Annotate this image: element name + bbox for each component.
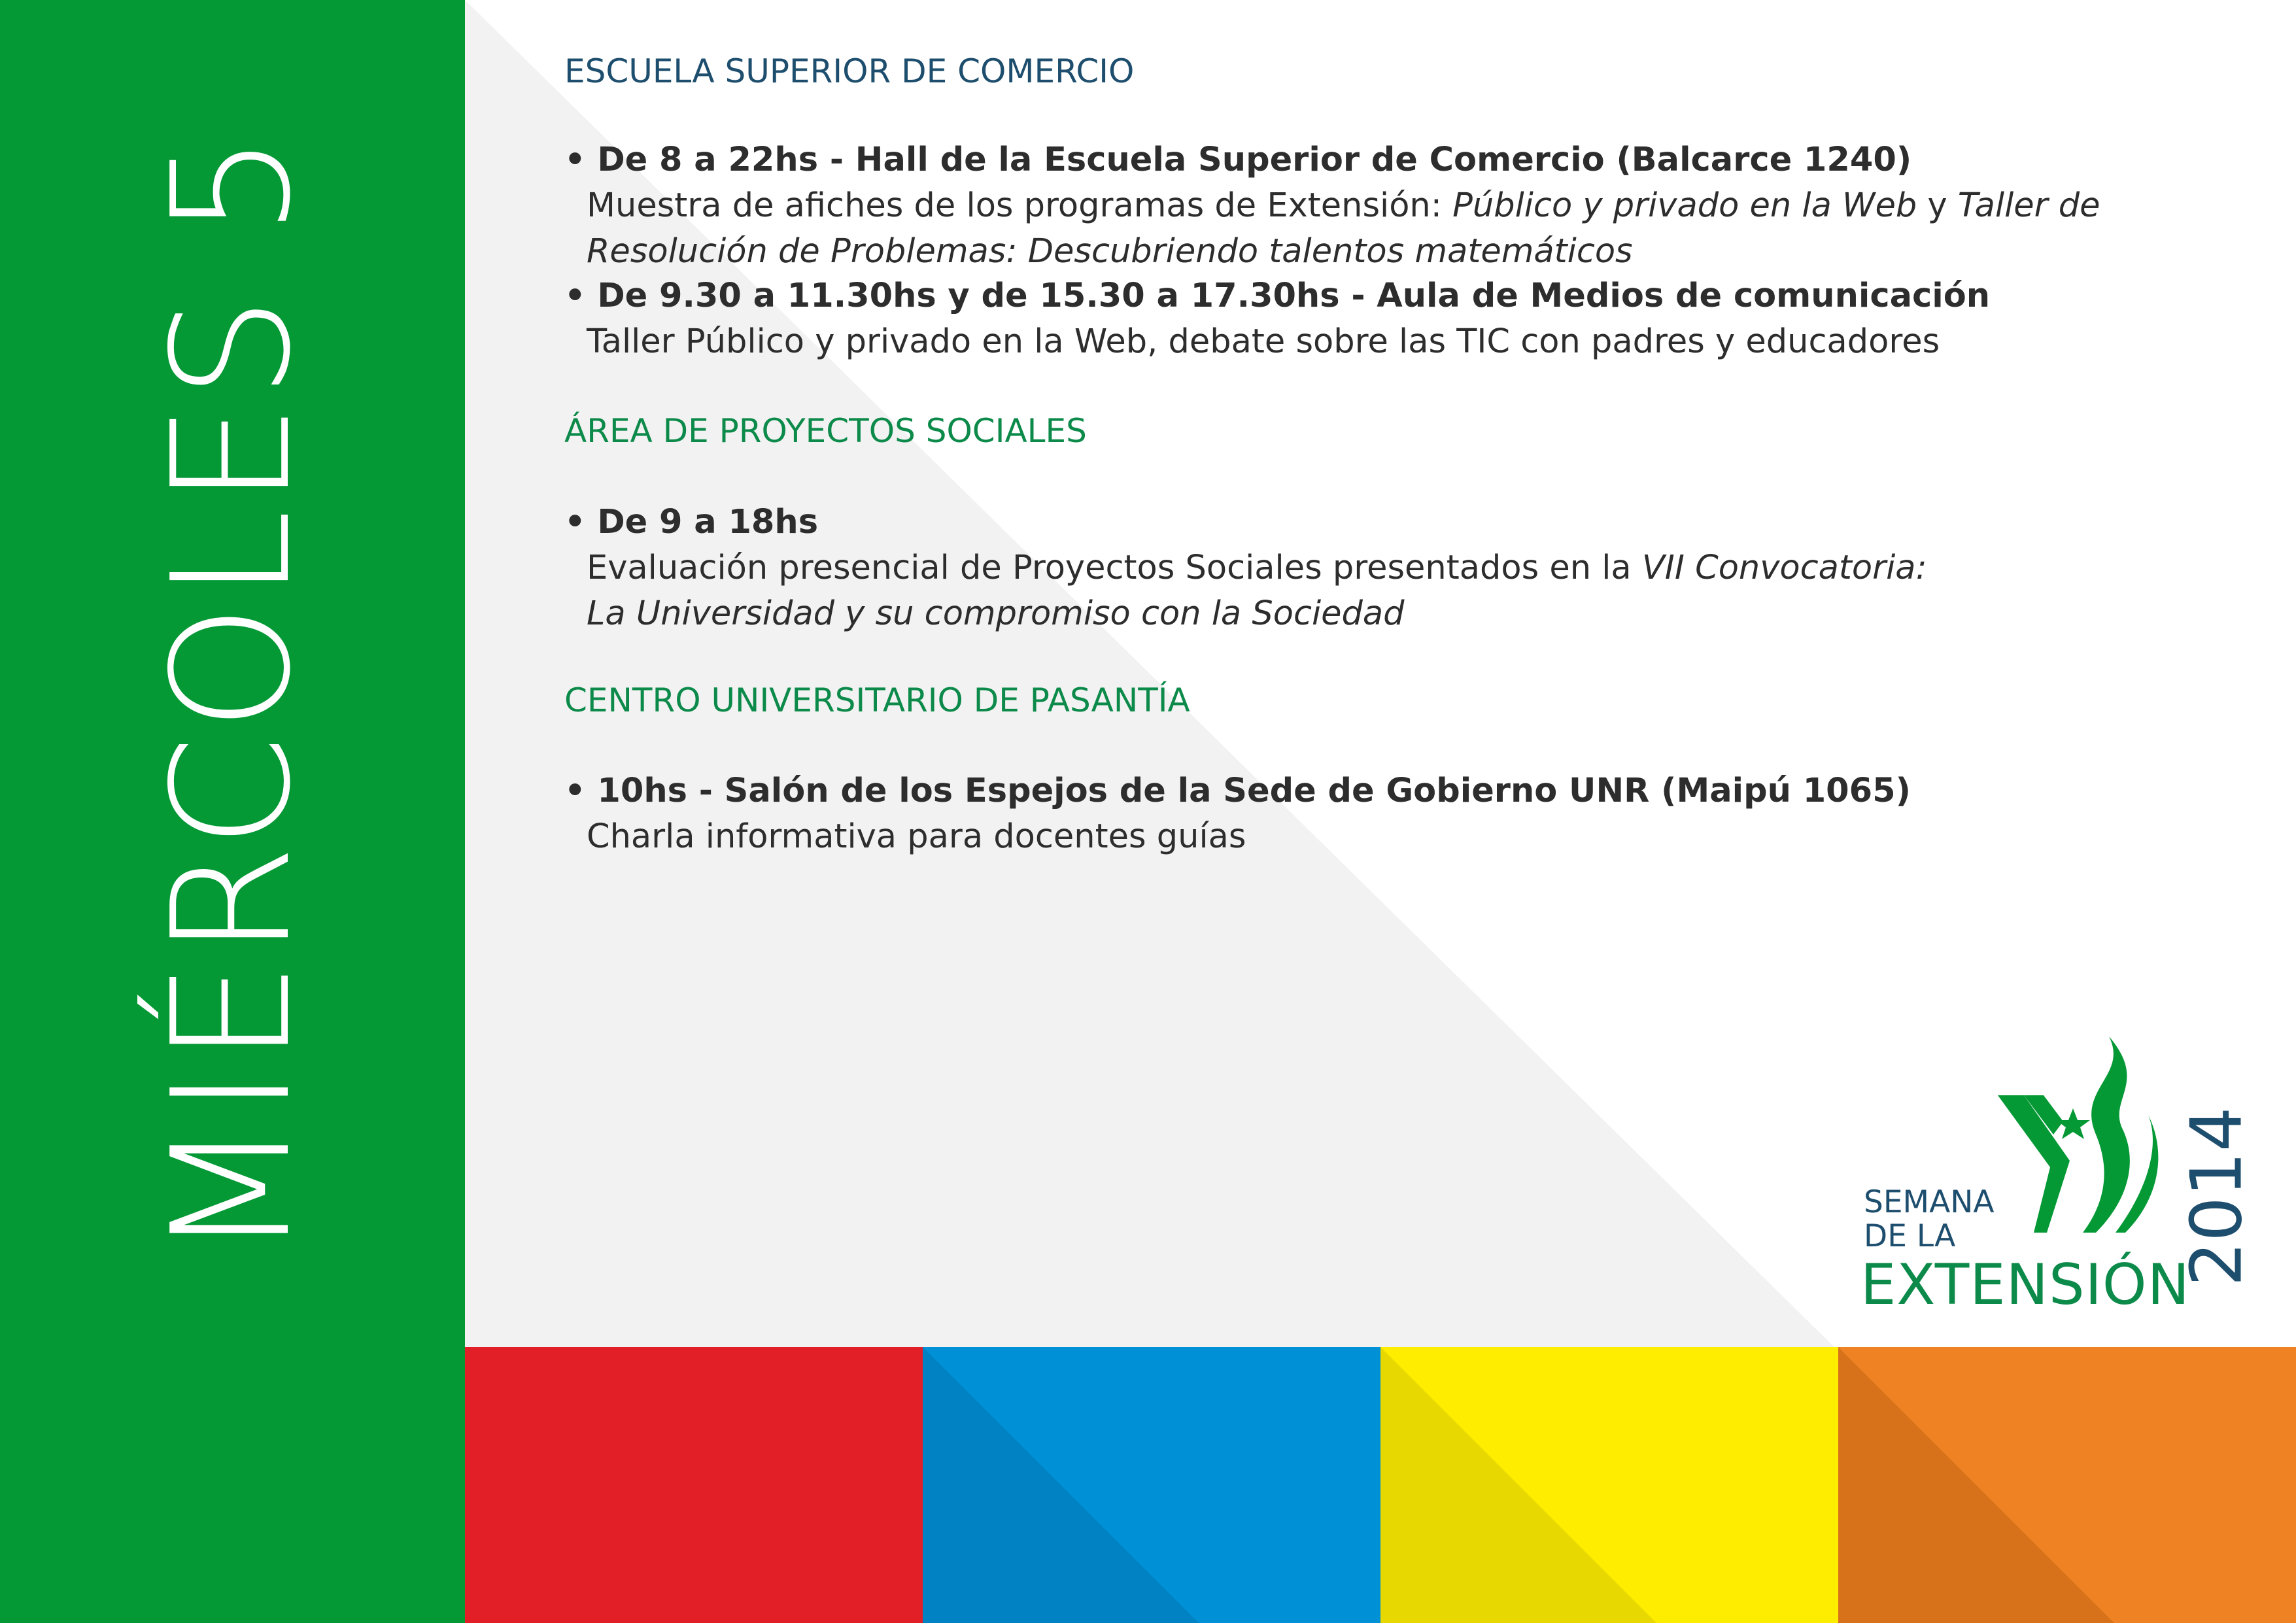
desc-italic: Público y privado en la Web xyxy=(1452,186,1917,225)
semana-extension-logo xyxy=(1860,1036,2266,1318)
logo-year: 2014 xyxy=(2176,1106,2258,1287)
color-block-yellow xyxy=(1380,1347,1838,1623)
logo-line-extension: EXTENSIÓN xyxy=(1860,1252,2190,1318)
desc-italic: Taller de xyxy=(1957,186,2100,225)
section-title-proyectos: ÁREA DE PROYECTOS SOCIALES xyxy=(564,412,1087,450)
desc-italic: VII Convocatoria: xyxy=(1641,549,1927,587)
color-block-blue xyxy=(923,1347,1380,1623)
desc-text: Muestra de afiches de los programas de Extensión: xyxy=(587,186,1453,225)
event-item xyxy=(564,500,2212,637)
section-title-escuela: ESCUELA SUPERIOR DE COMERCIO xyxy=(564,52,1135,90)
day-title: MIÉRCOLES 5 xyxy=(138,129,326,1259)
desc-text: y xyxy=(1917,186,1958,225)
event-description xyxy=(564,545,2212,591)
event-time-place: • De 9.30 a 11.30hs y de 15.30 a 17.30hs - Aula de Medios de comunicación xyxy=(564,277,1991,315)
color-block-red xyxy=(465,1347,923,1623)
event-item xyxy=(564,273,2212,365)
event-description-line2: Resolución de Problemas: Descubriendo talentos matemáticos xyxy=(587,232,1633,271)
event-description: Charla informativa para docentes guías xyxy=(587,817,1246,856)
flame-star-emblem-icon xyxy=(1998,1036,2161,1233)
event-item xyxy=(564,768,2212,860)
color-block-orange xyxy=(1838,1347,2296,1623)
event-item xyxy=(564,137,2212,275)
desc-text: Evaluación presencial de Proyectos Sociales presentados en la xyxy=(587,549,1642,587)
event-time-place: • De 8 a 22hs - Hall de la Escuela Superior de Comercio (Balcarce 1240) xyxy=(564,141,1912,179)
event-description: Taller Público y privado en la Web, debate sobre las TIC con padres y educadores xyxy=(587,322,1940,361)
event-time-place: • 10hs - Salón de los Espejos de la Sede de Gobierno UNR (Maipú 1065) xyxy=(564,772,1911,810)
section-title-pasantia: CENTRO UNIVERSITARIO DE PASANTÍA xyxy=(564,681,1190,719)
logo-line-de-la: DE LA xyxy=(1864,1218,1956,1254)
day-band xyxy=(0,0,465,1623)
event-description-line2: La Universidad y su compromiso con la Sociedad xyxy=(587,594,1405,633)
color-bar xyxy=(465,1347,2296,1623)
logo-line-semana: SEMANA xyxy=(1864,1184,1995,1220)
event-description xyxy=(564,183,2212,229)
event-time-place: • De 9 a 18hs xyxy=(564,503,819,541)
